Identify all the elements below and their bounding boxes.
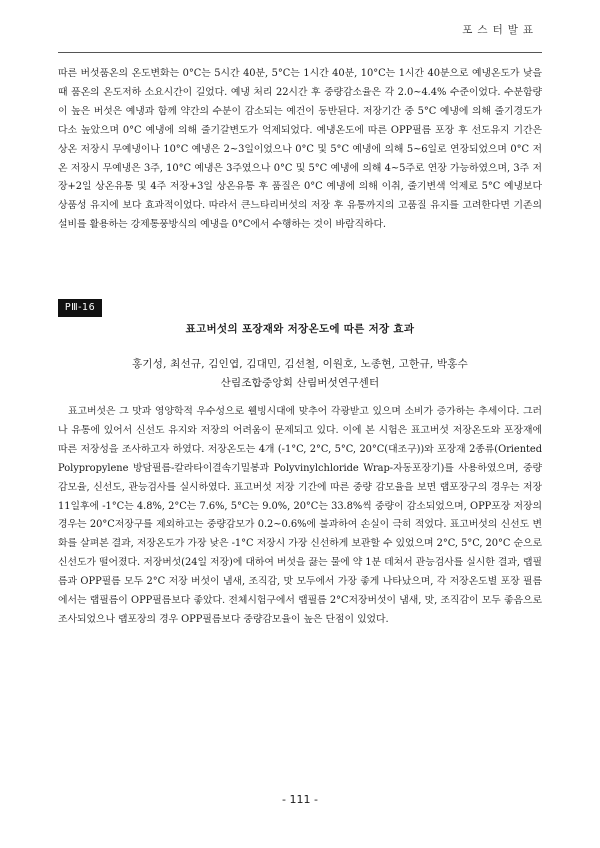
page-number: - 111 - — [282, 793, 318, 806]
abstract-body: 표고버섯은 그 맛과 영양학적 우수성으로 웰빙시대에 맞추어 각광받고 있으며 소비가 증가하는 추세이다. 그러나 유통에 있어서 신선도 유지와 저장의 어려움이 문제되고 있다. 이에 본 시험은 표고버섯 저장온도와 포장재에 따른 저장성을 조사하고자 하였다. 저장온도는 4개 (-1°C, 2°C, 5°C, 20°C(대조구))와 포장재 2종류(Oriented Polypropylene 방담필름-칼라타이결속기밀봉과 Polyvinylchloride Wrap-자동포장기)를 사용하였으며, 중량감모율, 신선도, 관능검사를 실시하였다. 표고버섯 저장 기간에 따른 중량 감모율을 보면 랩포장구의 경우는 저장 11일후에 -1°C는 4.8%, 2°C는 7.6%, 5°C는 9.0%, 20°C는 33.8%씩 중량이 감소되었으며, OPP포장 저장의 경우는 20°C저장구를 제외하고는 중량감모가 0.2~0.6%에 불과하여 손실이 극히 적었다. 표고버섯의 신선도 변화를 살펴본 결과, 저장온도가 가장 낮은 -1°C 저장시 가장 신선하게 보관할 수 있었으며 2°C, 5°C, 20°C 순으로 신선도가 떨어졌다. 저장버섯(24일 저장)에 대하여 버섯을 끓는 물에 약 1분 데쳐서 관능검사를 실시한 결과, 랩필름과 OPP필름 모두 2°C 저장 버섯이 냄새, 조직감, 맛 모두에서 가장 좋게 나타났으며, 각 저장온도별 포장 필름에서는 랩필름이 OPP필름보다 좋았다. 전체시험구에서 랩필름 2°C저장버섯이 냄새, 맛, 조직감이 모두 좋음으로 조사되었으나 랩포장의 경우 OPP필름보다 중량감모율이 높은 단점이 있었다. — [58, 406, 542, 625]
abstract-authors: 홍기성, 최선규, 김인엽, 김대민, 김선철, 이원호, 노종현, 고한규, 박홍수 — [132, 358, 468, 370]
abstract-title: 표고버섯의 포장재와 저장온도에 따른 저장 효과 — [185, 323, 415, 335]
running-header: 포스터발표 — [462, 24, 538, 36]
abstract-code-badge: PⅢ-16 — [58, 299, 102, 317]
abstract-affiliation: 산림조합중앙회 산림버섯연구센터 — [220, 377, 380, 389]
previous-abstract-text: 따른 버섯품온의 온도변화는 0°C는 5시간 40분, 5°C는 1시간 40분, 10°C는 1시간 40분으로 예냉온도가 낮을 때 품온의 온도저하 소요시간이 길었다. 예냉 처리 22시간 후 중량감소율은 각 2.0~4.4% 수준이었다. 수분함량이 높은 버섯은 예냉과 함께 약간의 수분이 감소되는 예건이 동반된다. 저장기간 중 5°C 예냉에 의해 줄기경도가 다소 높았으며 0°C 예냉에 의해 줄기갈변도가 억제되었다. 예냉온도에 따른 OPP필름 포장 후 선도유지 기간은 상온 저장시 무예냉이나 10°C 예냉은 2~3일이었으나 0°C 및 5°C 예냉에 의해 5~6일로 연장되었으며 0°C 저온 저장시 무예냉은 3주, 10°C 예냉은 3주였으나 0°C 및 5°C 예냉에 의해 4~5주로 연장 가능하였으며, 3주 저장+2일 상온유통 및 4주 저장+3일 상온유통 후 품질은 0°C 예냉에 의해 이취, 줄기변색 억제로 5°C 예냉보다 상품성 유지에 보다 효과적이었다. 따라서 큰느타리버섯의 저장 후 유통까지의 고품질 유지를 고려한다면 기존의 설비를 활용하는 강제통풍방식의 예냉을 0°C에서 수행하는 것이 바람직하다. — [58, 68, 542, 231]
header-divider — [58, 52, 542, 53]
